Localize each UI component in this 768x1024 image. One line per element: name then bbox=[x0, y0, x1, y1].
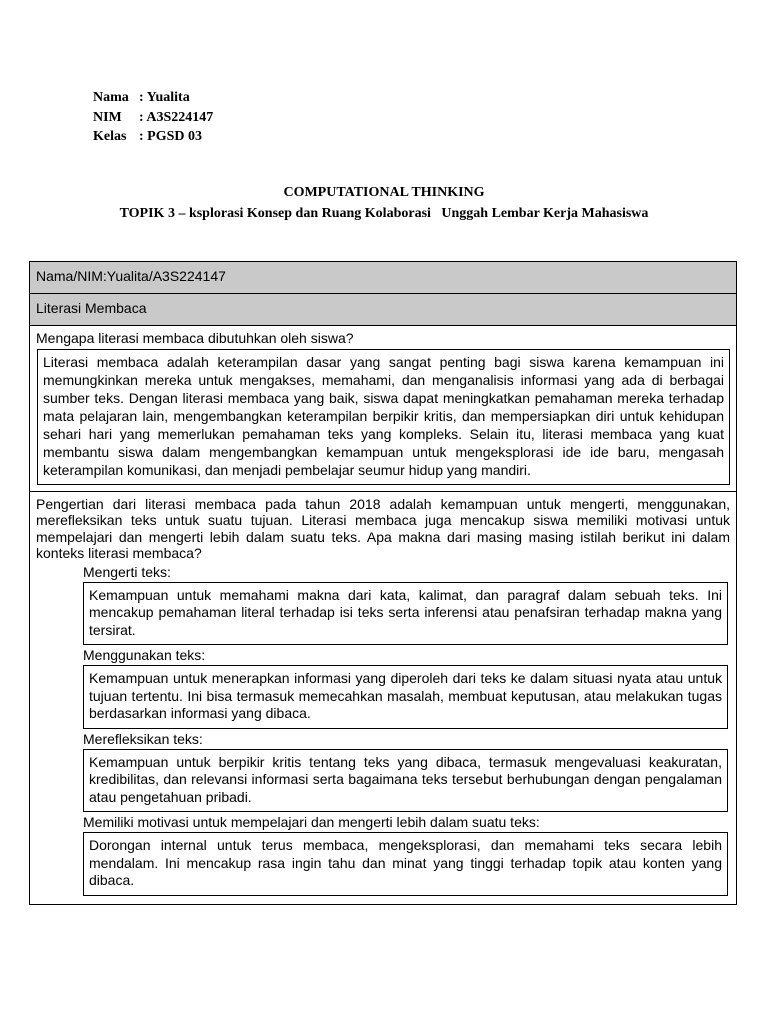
sub-item-motivasi bbox=[83, 813, 728, 896]
nim-value: : A3S224147 bbox=[139, 109, 214, 125]
class-row bbox=[93, 127, 213, 147]
student-identity bbox=[93, 88, 213, 147]
name-row bbox=[93, 88, 213, 108]
sub-item-label: Merefleksikan teks: bbox=[83, 730, 203, 747]
sub-item-mengerti bbox=[83, 563, 728, 646]
sub-item-label: Mengerti teks: bbox=[83, 563, 171, 580]
question-2-section bbox=[30, 492, 736, 904]
sub-item-label: Menggunakan teks: bbox=[83, 647, 206, 663]
sub-item-answer-box: Kemampuan untuk memahami makna dari kata, kalimat, dan paragraf dalam sebuah teks. Ini mencakup pemahaman literal terhadap isi teks serta inferensi atau penafsiran terhadap makna yang tersirat. bbox=[83, 582, 728, 646]
header-name-row: Nama/NIM:Yualita/A3S224147 bbox=[30, 262, 736, 294]
question-1-text: Mengapa literasi membaca dibutuhkan oleh siswa? bbox=[36, 330, 354, 346]
name-value: : Yualita bbox=[139, 90, 190, 105]
question-2-text: Pengertian dari literasi membaca pada tahun 2018 adalah kemampuan untuk mengerti, menggunakan, merefleksikan teks untuk suatu tujuan. Literasi membaca juga mencakup siswa memiliki motivasi untuk mempelajari dan mengerti lebih dalam suatu teks. Apa makna dari masing masing istilah berikut ini dalam konteks literasi membaca? bbox=[36, 495, 730, 561]
nim-label: NIM bbox=[93, 109, 122, 125]
name-label: Nama bbox=[93, 90, 129, 105]
sub-item-label: Memiliki motivasi untuk mempelajari dan mengerti lebih dalam suatu teks: bbox=[83, 814, 540, 830]
course-title: COMPUTATIONAL THINKING bbox=[283, 185, 485, 200]
sub-item-answer-box: Dorongan internal untuk terus membaca, mengeksplorasi, dan memahami teks secara lebih mendalam. Ini mencakup rasa ingin tahu dan minat yang tinggi terhadap topik atau konten yang dibaca. bbox=[83, 832, 728, 896]
sub-item-merefleksikan bbox=[83, 730, 728, 813]
worksheet-table bbox=[29, 261, 737, 905]
class-label: Kelas bbox=[93, 129, 127, 144]
answer-1-box: Literasi membaca adalah keterampilan dasar yang sangat penting bagi siswa karena kemampuan ini memungkinkan mereka untuk mengakses, memahami, dan menganalisis informasi yang ada di berbagai sumber teks. Dengan literasi membaca yang baik, siswa dapat meningkatkan pemahaman mereka terhadap mata pelajaran lain, mengembangkan keterampilan berpikir kritis, dan mempersiapkan diri untuk kehidupan sehari hari yang memerlukan pemahaman teks yang kompleks. Selain itu, literasi membaca yang kuat membantu siswa dalam mengembangkan kemampuan untuk mengeksplorasi ide ide baru, mengasah keterampilan komunikasi, dan menjadi pembelajar seumur hidup yang mandiri. bbox=[37, 349, 730, 485]
sub-item-answer-box: Kemampuan untuk berpikir kritis tentang teks yang dibaca, termasuk mengevaluasi keakuratan, kredibilitas, dan relevansi informasi serta bagaimana teks tersebut berhubungan dengan pengalaman atau pengetahuan pribadi. bbox=[83, 749, 728, 813]
header-topic-row: Literasi Membaca bbox=[30, 294, 736, 326]
document-title bbox=[100, 183, 668, 224]
topic-title: TOPIK 3 – ksplorasi Konsep dan Ruang Kolaborasi Unggah Lembar Kerja Mahasiswa bbox=[119, 205, 649, 221]
sub-item-menggunakan bbox=[83, 646, 728, 729]
class-value: : PGSD 03 bbox=[139, 129, 202, 144]
question-1-section bbox=[30, 326, 736, 492]
sub-item-answer-box: Kemampuan untuk menerapkan informasi yang diperoleh dari teks ke dalam situasi nyata atau untuk tujuan tertentu. Ini bisa termasuk memecahkan masalah, membuat keputusan, atau melakukan tugas berdasarkan informasi yang dibaca. bbox=[83, 665, 728, 729]
nim-row bbox=[93, 108, 213, 128]
